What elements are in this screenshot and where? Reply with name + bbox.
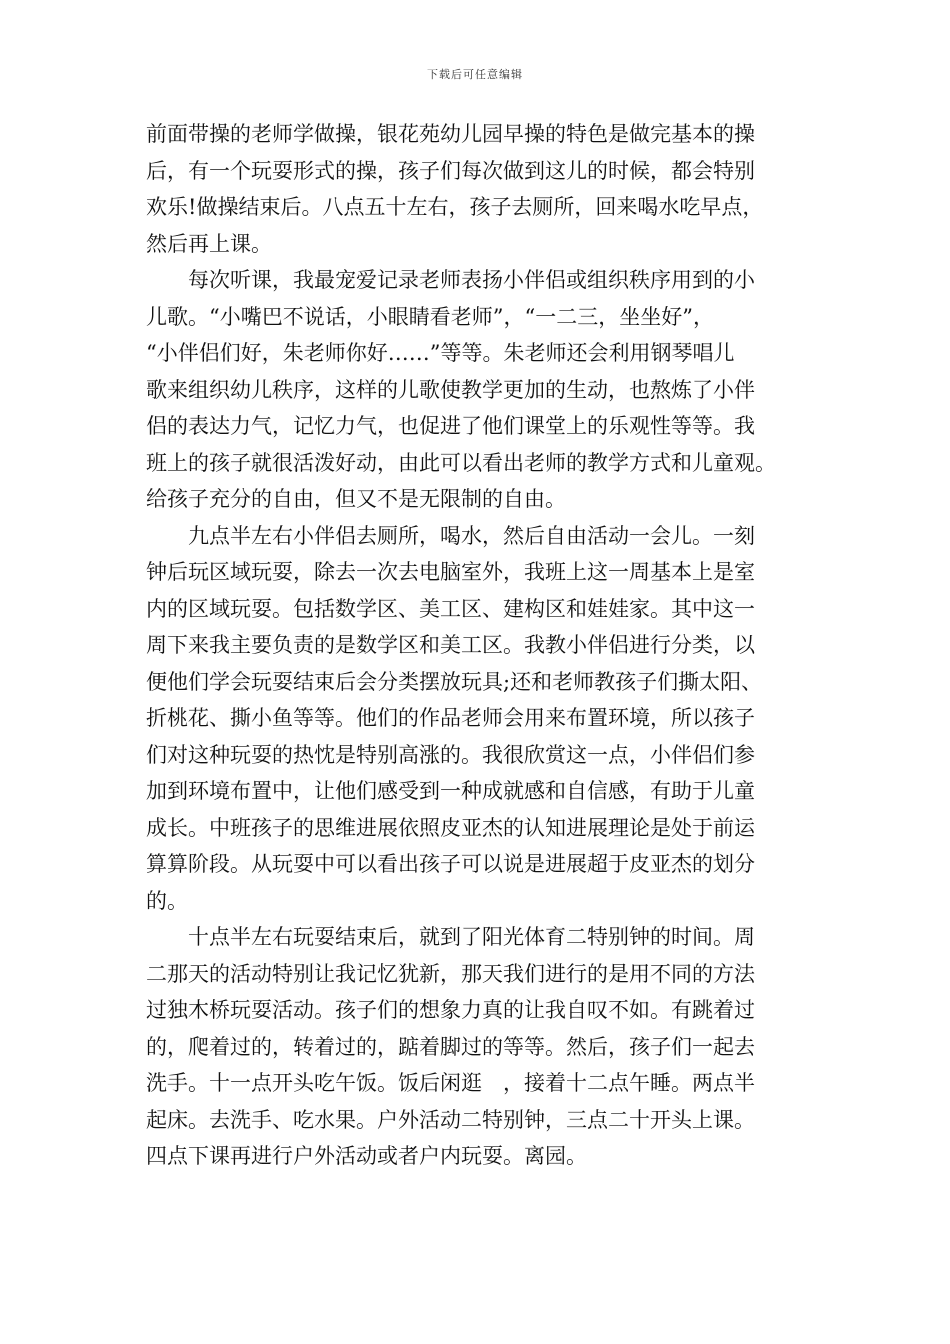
text-line: 周下来我主要负责的是数学区和美工区。我教小伴侣进行分类，以 [146,633,755,657]
text-line: 侣的表达力气，记忆力气，也促进了他们课堂上的乐观性等等。我 [146,414,755,438]
text-line: 给孩子充分的自由，但又不是无限制的自由。 [146,487,566,511]
text-line: 四点下课再进行户外活动或者户内玩耍。离园。 [146,1144,587,1168]
text-line: 然后再上课。 [146,231,272,256]
text-line: 便他们学会玩耍结束后会分类摆放玩具;还和老师教孩子们撕太阳、 [146,669,763,694]
paragraph [146,116,826,262]
document-body [146,116,826,1175]
text-line: 儿歌。“小嘴巴不说话，小眼睛看老师”，“一二三，坐坐好”， [146,304,714,329]
page-header: 下载后可任意编辑 [427,68,523,81]
text-line: 后，有一个玩耍形式的操，孩子们每次做到这儿的时候，都会特别 [146,158,755,183]
paragraph [146,919,826,1175]
text-line: 加到环境布置中，让他们感受到一种成就感和自信感，有助于儿童 [146,779,755,803]
text-line: 班上的孩子就很活泼好动，由此可以看出老师的教学方式和儿童观。 [146,450,776,475]
text-line: 的，爬着过的，转着过的，踮着脚过的等等。然后，孩子们一起去 [146,1034,755,1059]
text-line: 们对这种玩耍的热忱是特别高涨的。我很欣赏这一点，小伴侣们参 [146,742,755,767]
text-line: 二那天的活动特别让我记忆犹新，那天我们进行的是用不同的方法 [146,961,755,986]
text-line: 过独木桥玩耍活动。孩子们的想象力真的让我自叹不如。有跳着过 [146,998,755,1022]
text-line: 起床。去洗手、吃水果。户外活动二特别钟，三点二十开头上课。 [146,1107,755,1132]
text-line: “小伴侣们好，朱老师你好……”等等。朱老师还会利用钢琴唱儿 [146,341,735,365]
paragraph [146,518,826,920]
text-line: 折桃花、撕小鱼等等。他们的作品老师会用来布置环境，所以孩子 [146,706,755,730]
text-line: 洗手。十一点开头吃午饭。饭后闲逛 ，接着十二点午睡。两点半 [146,1071,755,1095]
text-line: 九点半左右小伴侣去厕所，喝水，然后自由活动一会儿。一刻 [188,523,755,548]
text-line: 歌来组织幼儿秩序，这样的儿歌使教学更加的生动，也熬炼了小伴 [146,377,755,402]
text-line: 十点半左右玩耍结束后，就到了阳光体育二特别钟的时间。周 [188,925,755,949]
text-line: 成长。中班孩子的思维进展依照皮亚杰的认知进展理论是处于前运 [146,815,755,840]
text-line: 的。 [146,888,188,913]
text-line: 算算阶段。从玩耍中可以看出孩子可以说是进展超于皮亚杰的划分 [146,852,755,876]
paragraph [146,262,826,518]
text-line: 前面带操的老师学做操，银花苑幼儿园早操的特色是做完基本的操 [146,122,755,146]
text-line: 内的区域玩耍。包括数学区、美工区、建构区和娃娃家。其中这一 [146,596,755,621]
text-line: 钟后玩区域玩耍，除去一次去电脑室外，我班上这一周基本上是室 [146,560,755,584]
text-line: 每次听课，我最宠爱记录老师表扬小伴侣或组织秩序用到的小 [188,268,755,292]
text-line: 欢乐!做操结束后。八点五十左右，孩子去厕所，回来喝水吃早点， [146,195,764,219]
